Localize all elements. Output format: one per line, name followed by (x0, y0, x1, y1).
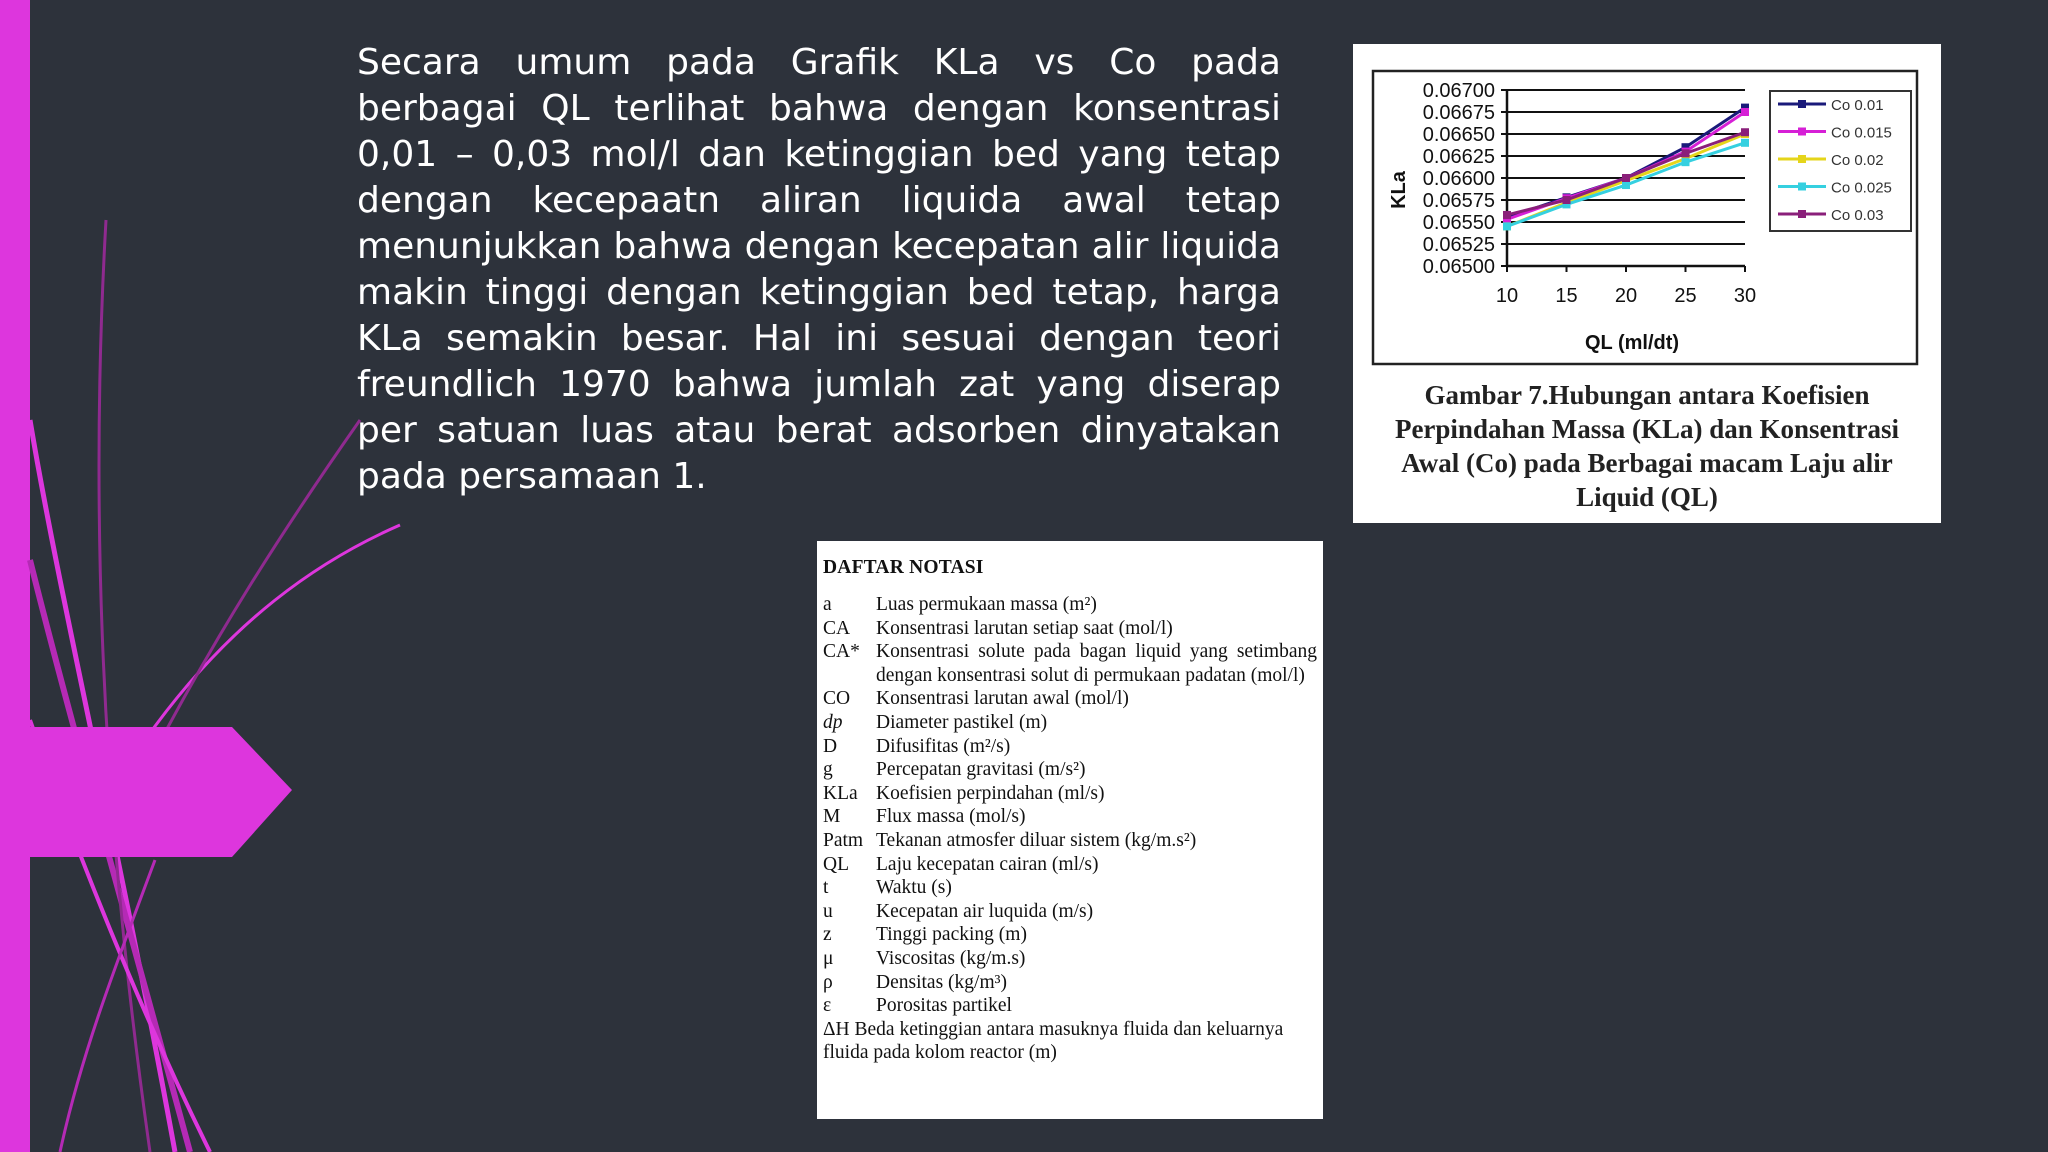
notation-footer: ΔH Beda ketinggian antara masuknya fluida dan keluarnya fluida pada kolom reactor (m) (823, 1018, 1284, 1064)
notation-symbol: t (823, 877, 829, 899)
notation-row (823, 758, 1317, 782)
chart-ytick-label: 0.06500 (1422, 256, 1495, 278)
notation-symbol: Patm (823, 829, 864, 851)
chart-xlabel: QL (ml/dt) (1584, 332, 1680, 354)
notation-row (823, 593, 1317, 617)
chart-data-point (1503, 222, 1511, 230)
notation-description: Konsentrasi larutan awal (mol/l) (876, 688, 1129, 710)
notation-description: Flux massa (mol/s) (876, 806, 1026, 828)
arrow-tab (0, 0, 300, 900)
notation-symbol: dp (823, 711, 843, 733)
chart-ytick-label: 0.06700 (1422, 80, 1495, 102)
chart-ytick-label: 0.06600 (1422, 168, 1495, 190)
notation-row (823, 853, 1317, 877)
chart-xtick-label: 15 (1555, 285, 1578, 307)
chart-legend-marker (1798, 100, 1806, 108)
notation-description: Luas permukaan massa (m²) (876, 594, 1097, 615)
chart-data-point (1741, 128, 1749, 136)
notation-list (817, 541, 1323, 1119)
notation-symbol: QL (823, 853, 849, 875)
chart-xtick-label: 10 (1495, 285, 1519, 307)
figure-caption-line: Gambar 7.Hubungan antara Koefisien (1424, 380, 1870, 410)
notation-description: Tinggi packing (m) (876, 924, 1027, 946)
chart-legend-marker (1798, 128, 1806, 136)
notation-row (823, 900, 1317, 924)
notation-symbol: KLa (823, 782, 858, 804)
chart-legend-label: Co 0.02 (1831, 152, 1884, 169)
notation-description: Viscositas (kg/m.s) (876, 947, 1026, 969)
chart-data-point (1741, 108, 1749, 116)
chart-data-point (1503, 211, 1511, 219)
notation-symbol: D (823, 735, 838, 757)
notation-row (823, 923, 1317, 947)
notation-symbol: a (823, 594, 832, 615)
notation-row (823, 947, 1317, 971)
notation-row (823, 829, 1317, 853)
figure-caption-line: Perpindahan Massa (KLa) dan Konsentrasi (1394, 414, 1900, 444)
notation-description: Percepatan gravitasi (m/s²) (876, 759, 1086, 781)
notation-description: Kecepatan air luquida (m/s) (876, 900, 1094, 922)
body-paragraph: Secara umum pada Grafik KLa vs Co pada berbagai QL terlihat bahwa dengan konsentrasi 0,01 – 0,03 mol/l dan ketinggian bed yang tetap dengan kecepaatn aliran liquida awal tetap menunjukkan bahwa dengan kecepatan alir liquida makin tinggi dengan ketinggian bed tetap, harga KLa semakin besar. Hal ini sesuai dengan teori freundlich 1970 bahwa jumlah zat yang diserap per satuan luas atau berat adsorben dinyatakan pada persamaan 1. (357, 42, 1281, 497)
notation-description: Difusifitas (m²/s) (876, 735, 1011, 757)
chart-xtick-label: 25 (1674, 285, 1697, 307)
chart-data-point (1682, 158, 1690, 166)
chart-data-point (1563, 196, 1571, 204)
figure-caption (1353, 378, 1941, 514)
notation-description: Konsentrasi larutan setiap saat (mol/l) (876, 617, 1173, 639)
notation-description: Densitas (kg/m³) (876, 971, 1007, 993)
chart-legend-label: Co 0.025 (1831, 179, 1892, 197)
notation-row (823, 876, 1317, 900)
notation-symbol: g (823, 759, 833, 781)
notation-description: Koefisien perpindahan (ml/s) (876, 782, 1105, 804)
notation-symbol: ρ (823, 971, 833, 993)
chart-ytick-label: 0.06575 (1422, 190, 1495, 212)
chart-ylabel: KLa (1388, 171, 1410, 209)
notation-symbol: u (823, 900, 833, 922)
chart-legend-label: Co 0.015 (1831, 124, 1892, 142)
chart-ytick-label: 0.06525 (1422, 234, 1495, 256)
kla-line-chart (1353, 44, 1941, 374)
notation-row (823, 640, 1317, 687)
notation-description: Porositas partikel (876, 995, 1012, 1017)
notation-description: Waktu (s) (876, 877, 952, 899)
notation-description: Diameter pastikel (m) (876, 711, 1048, 733)
chart-ytick-label: 0.06550 (1422, 212, 1495, 234)
notation-symbol: CA* (823, 641, 860, 663)
figure-caption-line: Awal (Co) pada Berbagai macam Laju alir (1401, 448, 1893, 478)
chart-legend-marker (1798, 155, 1806, 163)
notation-row (823, 805, 1317, 829)
chart-legend-marker (1798, 210, 1806, 218)
chart-data-point (1682, 149, 1690, 157)
chart-data-point (1622, 174, 1630, 182)
notation-row (823, 687, 1317, 711)
chart-ytick-label: 0.06650 (1422, 124, 1495, 146)
notation-title: DAFTAR NOTASI (823, 557, 984, 578)
chart-legend-label: Co 0.03 (1831, 207, 1884, 224)
chart-data-point (1741, 139, 1749, 147)
chart-figure (1353, 44, 1941, 523)
notation-row (823, 782, 1317, 806)
notation-row (823, 994, 1317, 1018)
notation-symbol: ε (823, 995, 832, 1017)
chart-legend-label: Co 0.01 (1831, 97, 1884, 114)
notation-description: Konsentrasi solute pada bagan liquid yang setimbang dengan konsentrasi solut di permukaan padatan (mol/l) (876, 641, 1317, 686)
notation-row (823, 735, 1317, 759)
notation-row (823, 711, 1317, 735)
chart-xtick-label: 20 (1614, 285, 1638, 307)
chart-data-point (1622, 181, 1630, 189)
chart-ytick-label: 0.06675 (1422, 102, 1495, 124)
chart-ytick-label: 0.06625 (1422, 146, 1495, 168)
notation-symbol: CA (823, 617, 851, 639)
figure-caption-line: Liquid (QL) (1576, 482, 1718, 512)
chart-xtick-label: 30 (1733, 285, 1757, 307)
notation-symbol: z (823, 924, 832, 946)
notation-description: Laju kecepatan cairan (ml/s) (876, 853, 1099, 875)
notation-row (823, 617, 1317, 641)
chart-legend-marker (1798, 183, 1806, 191)
notation-symbol: M (823, 806, 841, 828)
notation-row (823, 971, 1317, 995)
notation-symbol: CO (823, 688, 851, 710)
notation-symbol: μ (823, 947, 834, 969)
notation-description: Tekanan atmosfer diluar sistem (kg/m.s²) (876, 829, 1197, 851)
